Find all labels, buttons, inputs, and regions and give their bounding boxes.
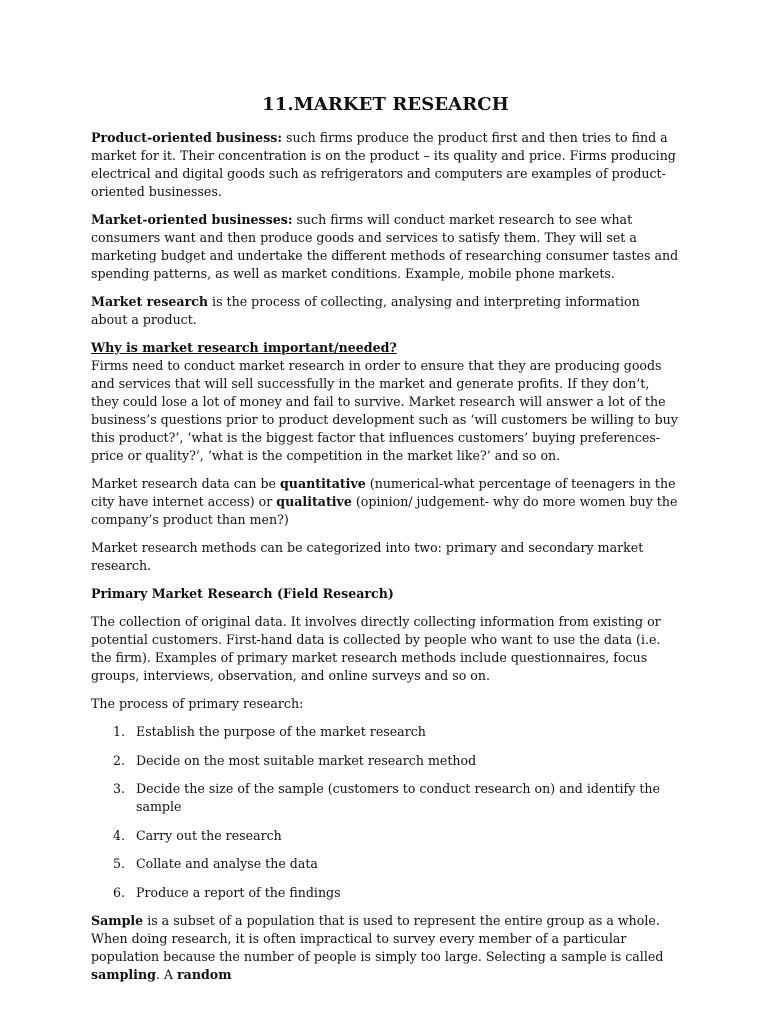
step-number: 1.	[113, 724, 126, 739]
data-types-part3: (opinion/ judgement- why do more women buy the company’s product than men?)	[91, 494, 678, 527]
step-number: 5.	[113, 856, 126, 871]
sample-paragraph	[91, 912, 680, 984]
why-heading: Why is market research important/needed?	[91, 340, 397, 355]
qualitative-term: qualitative	[276, 494, 352, 509]
step-text: Produce a report of the findings	[136, 884, 341, 900]
sample-term: Sample	[91, 913, 144, 928]
list-item	[91, 752, 680, 770]
page-title: 11.MARKET RESEARCH	[262, 94, 509, 115]
market-oriented-paragraph	[91, 211, 680, 283]
list-item	[91, 855, 680, 873]
market-research-definition	[91, 293, 680, 329]
market-oriented-term: Market-oriented businesses:	[91, 212, 293, 227]
data-types-paragraph	[91, 475, 680, 529]
product-oriented-text: such firms produce the product first and then tries to find a market for it. Their concentration is on the product – its quality and price. Firms producing electrical and digital goods such as refrigerators and computers are examples of product-oriented businesses.	[91, 130, 676, 199]
market-research-text: is the process of collecting, analysing and interpreting information about a product.	[91, 294, 640, 327]
market-research-term: Market research	[91, 294, 209, 309]
process-intro: The process of primary research:	[91, 696, 304, 711]
market-oriented-text: such firms will conduct market research to see what consumers want and then produce goods and services to satisfy them. They will set a marketing budget and undertake the different methods of researching consumer tastes and spending patterns, as well as market conditions. Example, mobile phone markets.	[91, 212, 679, 281]
step-text: Decide on the most suitable market research method	[136, 752, 477, 768]
process-steps-list	[91, 723, 680, 902]
data-types-part1: Market research data can be	[91, 476, 280, 491]
list-item	[91, 723, 680, 741]
step-number: 2.	[113, 752, 126, 768]
list-item	[91, 884, 680, 902]
list-item	[91, 780, 680, 816]
why-paragraph: Firms need to conduct market research in order to ensure that they are producing goods and services that will sell successfully in the market and generate profits. If they don’t, they could lose a lot of money and fail to survive. Market research will answer a lot of the business’s questions prior to product development such as ‘will customers be willing to buy this product?’, ‘what is the biggest factor that influences customers’ buying preferences- price or quality?’, ‘what is the competition in the market like?’ and so on.	[91, 358, 678, 463]
step-text: Decide the size of the sample (customers to conduct research on) and identify the sample	[136, 781, 660, 814]
sample-text1: is a subset of a population that is used to represent the entire group as a whole. When doing research, it is often impractical to survey every member of a particular population because the number of people is simply too large. Selecting a sample is called	[91, 913, 664, 964]
step-number: 4.	[113, 827, 126, 843]
step-text: Establish the purpose of the market research	[136, 724, 426, 739]
quantitative-term: quantitative	[280, 476, 366, 491]
step-number: 3.	[113, 781, 126, 796]
random-term: random	[177, 967, 232, 982]
step-text: Carry out the research	[136, 827, 282, 843]
data-types-part2: (numerical-what percentage of teenagers in the city have internet access) or	[91, 476, 676, 509]
methods-paragraph: Market research methods can be categorized into two: primary and secondary market research.	[91, 540, 644, 573]
step-number: 6.	[113, 884, 126, 900]
step-text: Collate and analyse the data	[136, 856, 318, 871]
sampling-term: sampling	[91, 967, 156, 982]
list-item	[91, 827, 680, 845]
product-oriented-term: Product-oriented business:	[91, 130, 283, 145]
sample-text2: . A	[155, 967, 178, 982]
primary-research-heading: Primary Market Research (Field Research)	[91, 586, 394, 601]
primary-research-paragraph: The collection of original data. It involves directly collecting information from existing or potential customers. First-hand data is collected by people who want to use the data (i.e. the firm). Examples of primary market research methods include questionnaires, focus groups, interviews, observation, and online surveys and so on.	[91, 614, 661, 683]
product-oriented-paragraph	[91, 129, 680, 201]
